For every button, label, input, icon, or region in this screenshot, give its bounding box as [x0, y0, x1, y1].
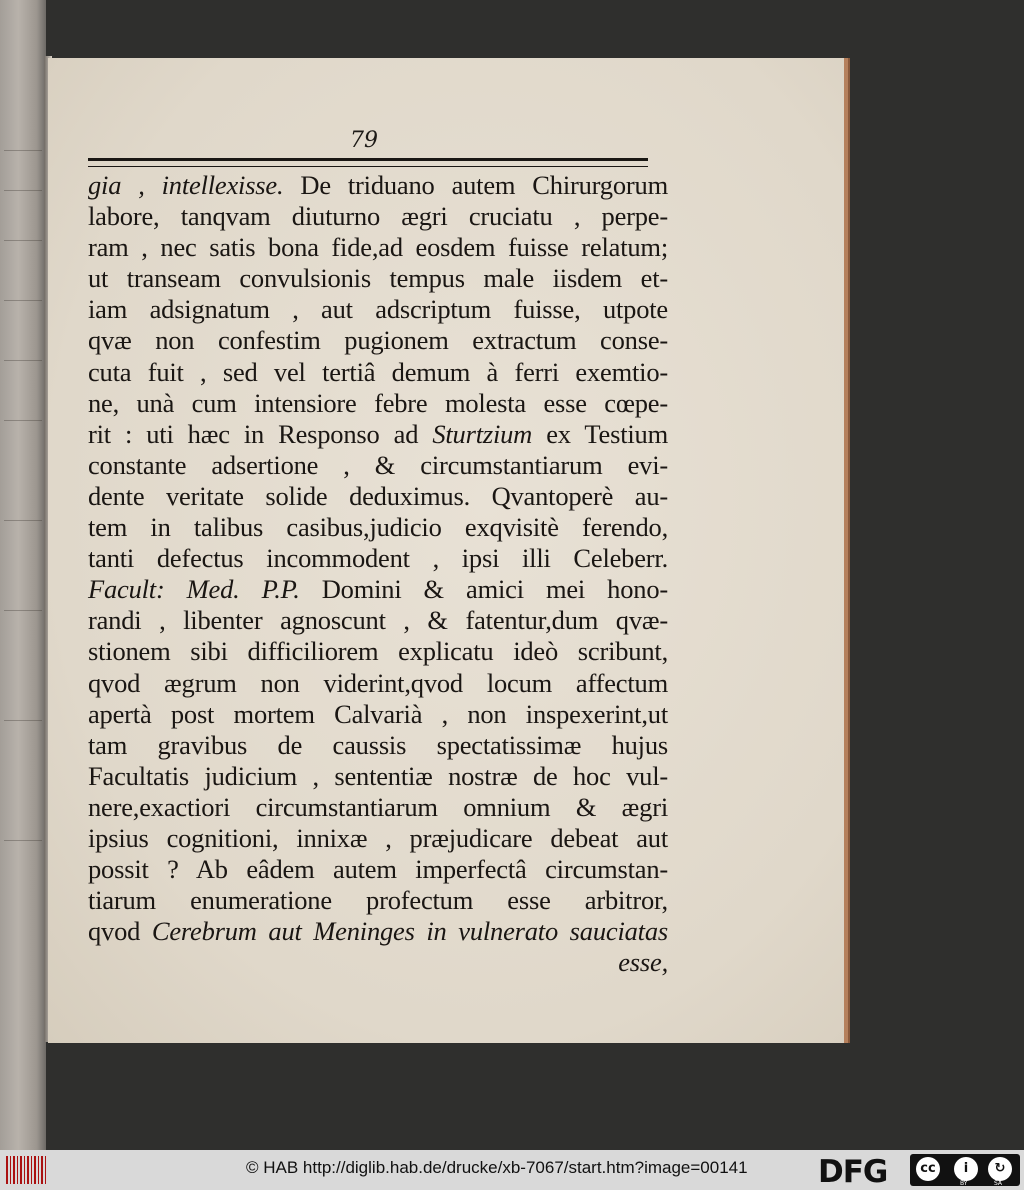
text-span: apertà post mortem Calvarià , non inspexerint,ut	[88, 698, 668, 729]
previous-page-edge	[0, 0, 46, 1150]
text-line	[88, 294, 668, 325]
text-span: Facult: Med. P.P.	[88, 574, 300, 605]
text-line	[88, 947, 668, 978]
text-span: qvæ non confestim pugionem extractum conse-	[88, 325, 668, 356]
text-span: gia , intellexisse.	[88, 170, 284, 200]
credit-link[interactable]: © HAB http://diglib.hab.de/drucke/xb-7067/start.htm?image=00141	[246, 1158, 748, 1177]
text-line	[88, 357, 668, 388]
text-span: iam adsignatum , aut adscriptum fuisse, utpote	[88, 294, 668, 325]
text-line	[88, 512, 668, 543]
text-span: dente veritate solide deduximus. Qvantoperè au-	[88, 480, 668, 511]
text-span: Cerebrum aut Meninges in vulnerato sauciatas	[151, 916, 668, 947]
text-span: possit ? Ab eâdem autem imperfectâ circumstan-	[88, 854, 668, 885]
text-line	[88, 263, 668, 294]
sa-label: SA	[994, 1180, 1003, 1187]
text-line	[88, 605, 668, 636]
text-span: nere,exactiori circumstantiarum omnium & ægri	[88, 791, 668, 822]
text-line	[88, 201, 668, 232]
text-span: Sturtzium	[432, 418, 533, 449]
text-line	[88, 419, 668, 450]
text-line	[88, 574, 668, 605]
text-span: ipsius cognitioni, innixæ , præjudicare debeat aut	[88, 822, 668, 853]
text-line	[88, 450, 668, 481]
text-line	[88, 761, 668, 792]
text-line	[88, 792, 668, 823]
body-text	[88, 170, 668, 978]
text-span: cuta fuit , sed vel tertiâ demum à ferri exemtio-	[88, 356, 668, 387]
text-span: tiarum enumeratione profectum esse arbitror,	[88, 885, 668, 916]
text-span: ut transeam convulsionis tempus male iisdem et-	[88, 263, 668, 294]
text-span: De triduano autem Chirurgorum	[283, 170, 668, 200]
sa-icon: ↻	[988, 1157, 1012, 1181]
text-span: labore, tanqvam diuturno ægri cruciatu , perpe-	[88, 201, 668, 232]
text-span: randi , libenter agnoscunt , & fatentur,dum qvæ-	[88, 605, 668, 636]
footer-bar	[0, 1150, 1024, 1190]
by-icon: i	[954, 1157, 978, 1181]
text-span: ram , nec satis bona fide,ad eosdem fuisse relatum;	[88, 232, 668, 263]
text-line	[88, 481, 668, 512]
text-line	[88, 636, 668, 667]
text-span: Domini & amici mei hono-	[299, 574, 668, 605]
text-line	[88, 854, 668, 885]
by-label: BY	[960, 1180, 968, 1187]
text-span: tam gravibus de caussis spectatissimæ hujus	[88, 729, 668, 760]
text-span: rit : uti hæc in Responso ad	[88, 418, 433, 449]
text-line	[88, 170, 668, 201]
text-span: ne, unà cum intensiore febre molesta esse cœpe-	[88, 387, 668, 418]
text-line	[88, 232, 668, 263]
cc-license-badge[interactable]	[910, 1154, 1020, 1186]
cc-icon: cc	[916, 1157, 940, 1181]
text-line	[88, 730, 668, 761]
barcode-icon	[6, 1156, 46, 1184]
text-span: Facultatis judicium , sententiæ nostræ de hoc vul-	[88, 760, 668, 791]
text-line	[88, 823, 668, 854]
text-span: qvod	[88, 916, 152, 947]
dfg-logo: DFG	[818, 1154, 888, 1190]
text-span: tem in talibus casibus,judicio exqvisitè ferendo,	[88, 512, 668, 543]
text-line	[88, 699, 668, 730]
text-line	[88, 668, 668, 699]
text-line	[88, 325, 668, 356]
text-span: tanti defectus incommodent , ipsi illi Celeberr.	[88, 543, 668, 574]
text-span: ex Testium	[532, 418, 668, 449]
page-number: 79	[350, 128, 378, 153]
header-rule	[88, 158, 648, 167]
text-line	[88, 388, 668, 419]
text-span: constante adsertione , & circumstantiarum evi-	[88, 449, 668, 480]
text-span: stionem sibi difficiliorem explicatu ideò scribunt,	[88, 636, 668, 667]
text-line	[88, 543, 668, 574]
text-line	[88, 916, 668, 947]
text-span: esse,	[618, 947, 668, 978]
text-line	[88, 885, 668, 916]
text-span: qvod ægrum non viderint,qvod locum affectum	[88, 667, 668, 698]
